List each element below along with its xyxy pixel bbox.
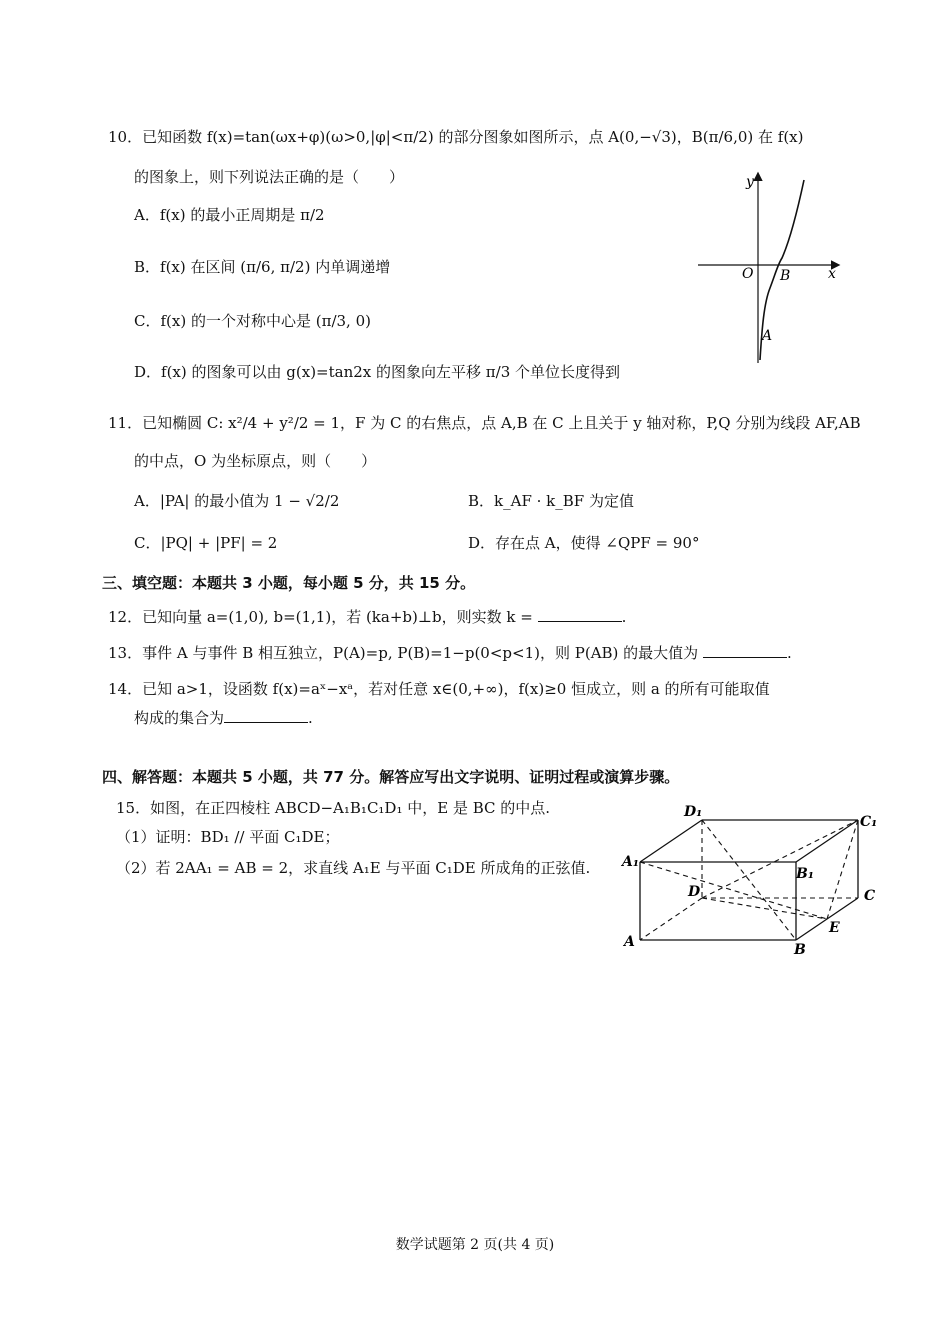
page-footer: 数学试题第 2 页(共 4 页) [395, 1237, 555, 1253]
q11-stem-line1: 11．已知椭圆 C: x²/4 + y²/2 = 1，F 为 C 的右焦点，点 A,B 在 C 上且关于 y 轴对称，P,Q 分别为线段 AF,AB [108, 414, 861, 432]
q15-part1: （1）证明：BD₁ // 平面 C₁DE； [116, 828, 340, 846]
q11-option-c: C．|PQ| + |PF| = 2 [134, 534, 278, 552]
q15-label-d: D [688, 884, 701, 900]
q15-label-a: A [624, 934, 635, 950]
q15-part2: （2）若 2AA₁ = AB = 2，求直线 A₁E 与平面 C₁DE 所成角的正弦值. [116, 859, 591, 877]
q12-end: . [621, 608, 627, 626]
q10-x-label: x [828, 266, 836, 282]
q10-y-label: y [746, 174, 754, 190]
q11-stem-line2: 的中点，O 为坐标原点，则（ ） [134, 452, 377, 470]
q14-end: . [308, 709, 313, 727]
q13-answer-blank[interactable] [703, 643, 787, 658]
q10-stem-line1: 10．已知函数 f(x)=tan(ωx+φ)(ω>0,|φ|<π/2) 的部分图象如图所示，点 A(0,−√3)，B(π/6,0) 在 f(x) [108, 128, 804, 146]
q12-answer-blank[interactable] [538, 607, 622, 622]
q15-prism-figure [618, 800, 880, 960]
q10-option-c: C．f(x) 的一个对称中心是 (π/3, 0) [134, 312, 371, 330]
q13-end: . [786, 644, 792, 662]
q15-label-c1: C₁ [860, 814, 878, 830]
q12-text: 12．已知向量 a=(1,0), b=(1,1)，若 (ka+b)⊥b，则实数 k = [108, 608, 533, 626]
q10-stem-line2: 的图象上，则下列说法正确的是（ ） [134, 168, 405, 186]
q14-answer-blank[interactable] [224, 708, 308, 723]
q10-origin-label: O [742, 266, 754, 282]
q10-point-b-label: B [780, 268, 791, 284]
q10-tangent-graph [690, 168, 850, 368]
q15-stem: 15．如图，在正四棱柱 ABCD−A₁B₁C₁D₁ 中，E 是 BC 的中点. [116, 799, 551, 817]
q14-text: 构成的集合为 [134, 709, 225, 727]
section-4-heading: 四、解答题：本题共 5 小题，共 77 分。解答应写出文字说明、证明过程或演算步骤。 [102, 768, 680, 786]
q10-option-a: A．f(x) 的最小正周期是 π/2 [134, 206, 325, 224]
section-3-heading: 三、填空题：本题共 3 小题，每小题 5 分，共 15 分。 [102, 574, 476, 592]
q15-label-e: E [829, 920, 840, 936]
q15-label-c: C [864, 888, 876, 904]
q10-option-d: D．f(x) 的图象可以由 g(x)=tan2x 的图象向左平移 π/3 个单位长度得到 [134, 363, 621, 381]
q15-label-b: B [794, 942, 806, 958]
q10-option-b: B．f(x) 在区间 (π/6, π/2) 内单调递增 [134, 258, 391, 276]
q15-label-b1: B₁ [796, 866, 814, 882]
q14-line1: 14．已知 a>1，设函数 f(x)=aˣ−xᵃ，若对任意 x∈(0,+∞)，f(x)≥0 恒成立，则 a 的所有可能取值 [108, 680, 770, 698]
q11-option-a: A．|PA| 的最小值为 1 − √2/2 [134, 492, 340, 510]
q11-option-d: D．存在点 A，使得 ∠QPF = 90° [468, 534, 700, 552]
q15-label-d1: D₁ [684, 804, 703, 820]
q12-line [108, 606, 626, 628]
q13-text: 13．事件 A 与事件 B 相互独立，P(A)=p, P(B)=1−p(0<p<1)，则 P(AB) 的最大值为 [108, 644, 699, 662]
q10-point-a-label: A [762, 328, 773, 344]
q11-option-b: B．k_AF · k_BF 为定值 [468, 492, 634, 510]
q14-line2 [134, 707, 313, 729]
q13-line [108, 642, 792, 664]
q15-label-a1: A₁ [622, 854, 639, 870]
